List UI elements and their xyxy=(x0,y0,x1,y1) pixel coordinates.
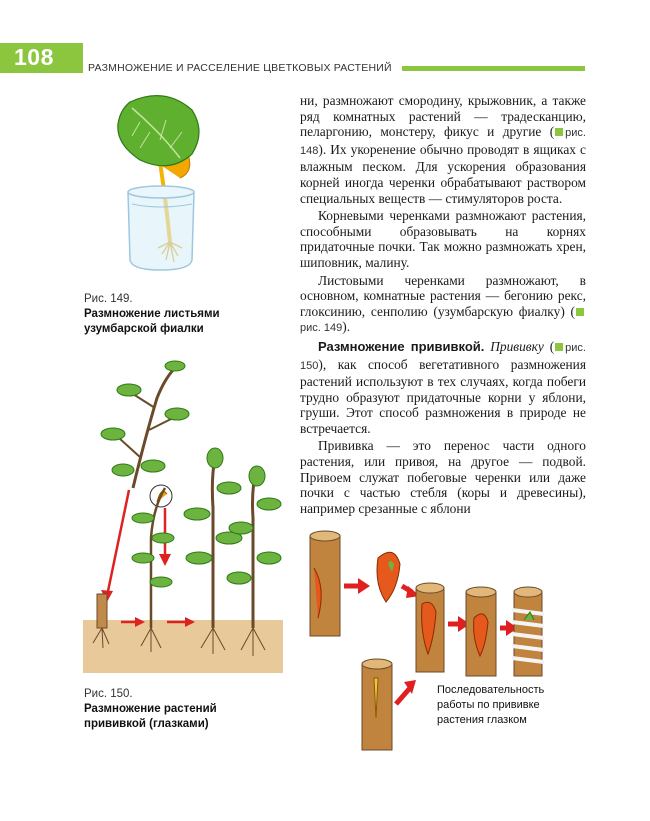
figure-149-caption xyxy=(84,292,220,337)
paragraph-leaf-cuttings: Листовыми черенками размножают, в основном, комнатные растения — бегонию рекс, глоксинию, сенполию (узумбарскую фиалку) (рис. 149). xyxy=(300,272,586,335)
figure-148-reference[interactable]: рис. 148 xyxy=(300,127,586,157)
header-rule xyxy=(402,66,585,71)
main-text xyxy=(300,93,586,518)
grafting-sequence-caption xyxy=(437,683,567,728)
grafting-illustration xyxy=(83,358,283,673)
section-title: РАЗМНОЖЕНИЕ И РАССЕЛЕНИЕ ЦВЕТКОВЫХ РАСТЕНИЙ xyxy=(88,62,392,74)
figure-149-title-line2: узумбарской фиалки xyxy=(84,323,204,335)
paragraph-grafting: Размножение прививкой. Прививку ( рис. 150), как способ вегетативного размножения растений используют в тех случаях, когда побеги трудно образуют придаточные корни у яблони, груши. Этот способ размножения в природе не встречается. xyxy=(300,338,586,436)
paragraph-scion-stock: Прививка — это перенос части одного растения, или привоя, на другое — подвой. Привоем служат побеговые черенки или даже почки с частью стебля (коры и древесины), например срезанные с яблони xyxy=(300,438,586,516)
sequence-caption-line2: работы по прививке xyxy=(437,699,540,711)
violet-leaf-in-glass-illustration xyxy=(110,92,210,277)
figure-150-title-line1: Размножение растений xyxy=(84,703,217,715)
figure-149-reference[interactable]: рис. 149 xyxy=(300,322,343,335)
figure-150-title-line2: прививкой (глазками) xyxy=(84,718,209,730)
paragraph-root-cuttings: Корневыми черенками размножают растения, способными образовывать на корнях придаточные почки. Так можно размножать хрен, шиповник, малину. xyxy=(300,208,586,270)
grafting-heading: Размножение прививкой. xyxy=(318,338,485,354)
figure-149-title-line1: Размножение листьями xyxy=(84,308,220,320)
figure-149-number: Рис. 149. xyxy=(84,293,133,305)
figure-150-caption xyxy=(84,687,217,732)
figure-150-reference[interactable]: рис. 150 xyxy=(300,341,586,372)
paragraph-cuttings: ни, размножают смородину, крыжовник, а также ряд комнатных растений — традесканцию, пеларгонию, монстеру, фикус и другие ( рис. 148). Их укоренение обычно проводят в ящиках с влажным песком. Для ускорения образования корней иногда черенки обрабатывают раствором специальных веществ — стимуляторов роста. xyxy=(300,93,586,206)
page-number: 108 xyxy=(14,44,54,70)
sequence-caption-line3: растения глазком xyxy=(437,714,527,726)
sequence-caption-line1: Последовательность xyxy=(437,684,545,696)
figure-150-number: Рис. 150. xyxy=(84,688,133,700)
